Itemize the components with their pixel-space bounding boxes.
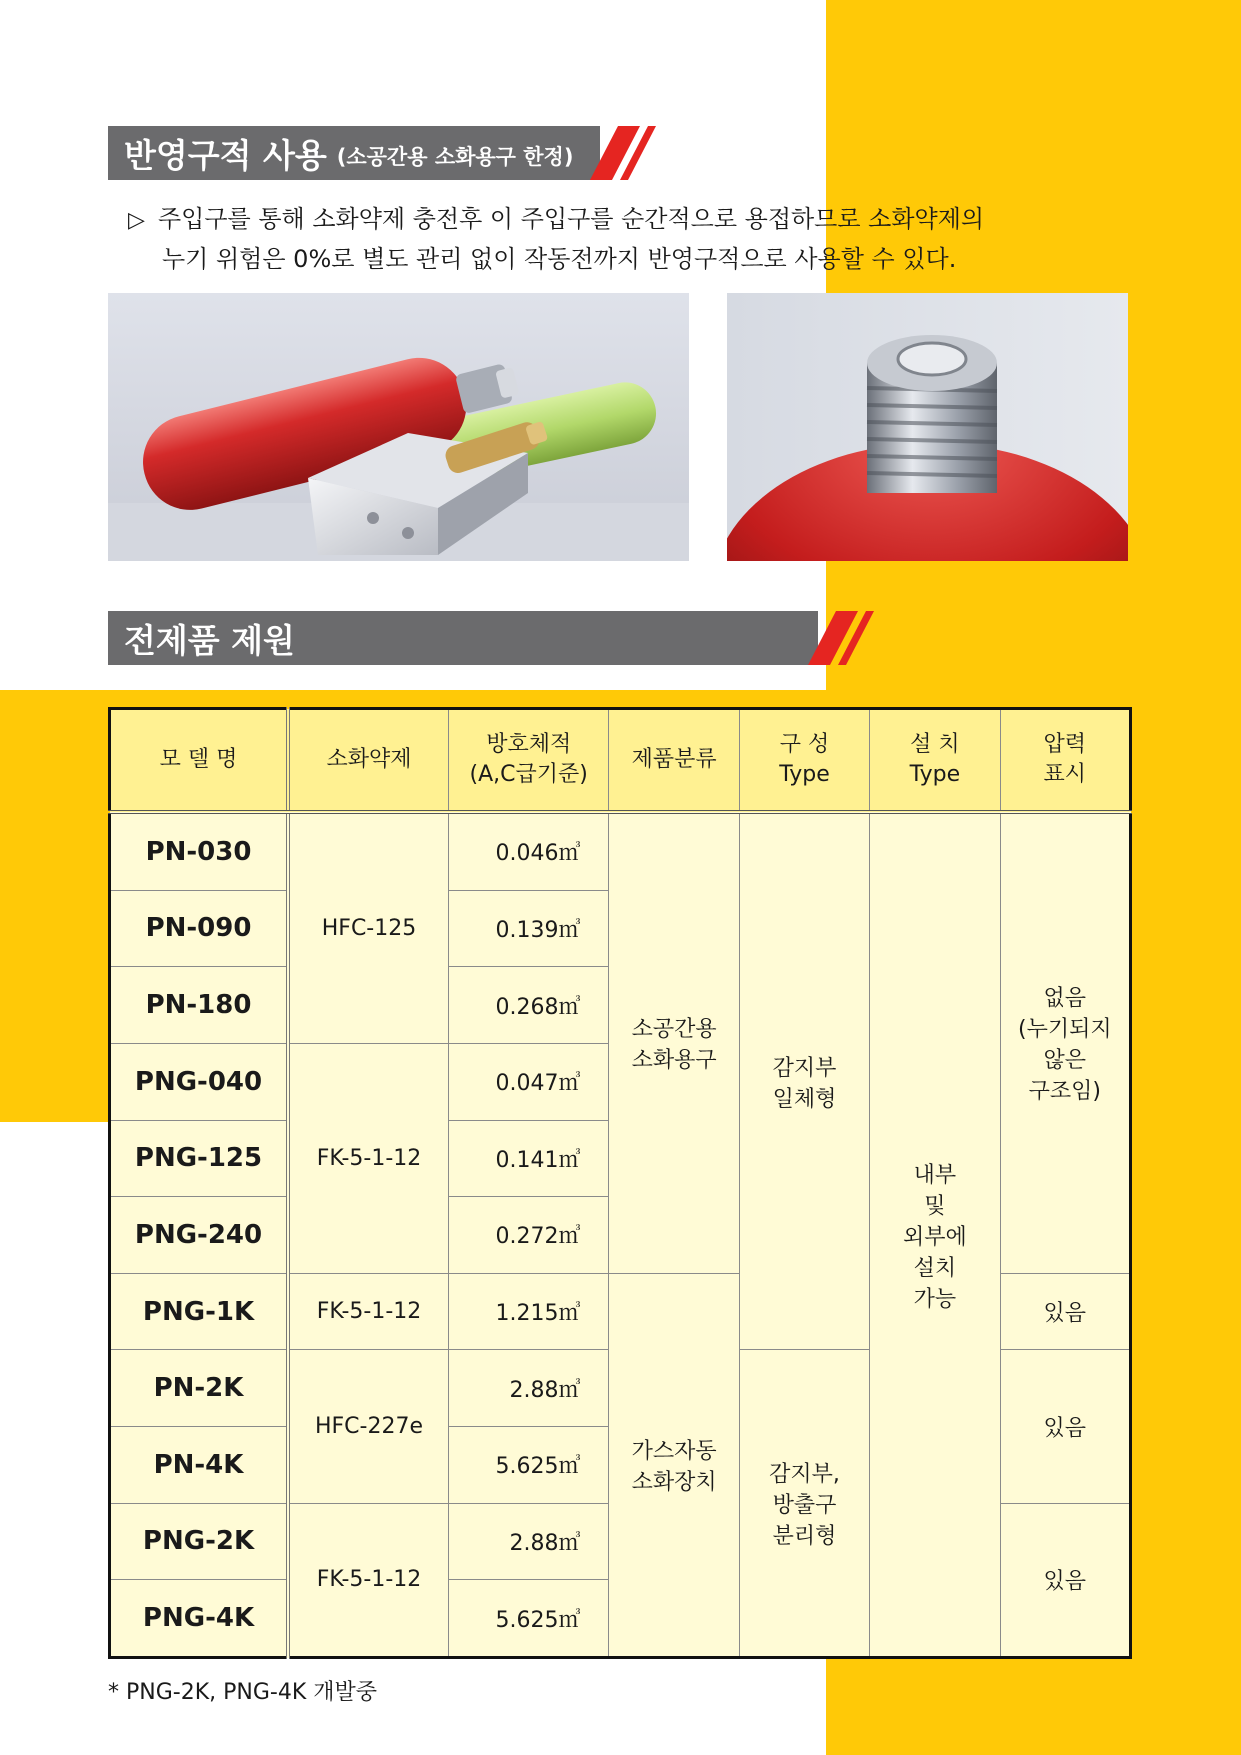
pressure-cell: 있음: [1000, 1350, 1130, 1503]
description-line-1: 주입구를 통해 소화약제 충전후 이 주입구를 순간적으로 용접하므로 소화약제의: [158, 205, 985, 233]
red-stripe-decoration: [808, 611, 878, 665]
model-cell: PN-4K: [110, 1427, 289, 1504]
table-row: [110, 812, 1131, 890]
volume-cell: 0.272㎥: [448, 1197, 608, 1274]
model-cell: PN-180: [110, 967, 289, 1044]
volume-cell: 0.268㎥: [448, 967, 608, 1044]
pressure-cell: 없음 (누기되지 않은 구조임): [1000, 812, 1130, 1273]
footnote: * PNG-2K, PNG-4K 개발중: [108, 1680, 377, 1705]
section-title: 전제품 제원: [124, 620, 295, 660]
red-stripe-decoration: [590, 126, 660, 180]
category-cell: 가스자동 소화장치: [609, 1273, 739, 1657]
volume-cell: 0.139㎥: [448, 890, 608, 967]
agent-cell: HFC-227e: [288, 1350, 448, 1503]
table-header-row: [110, 709, 1131, 813]
section-header-permanent-use: [108, 126, 600, 180]
pressure-cell: 있음: [1000, 1273, 1130, 1350]
product-photo-cylinders: [108, 293, 689, 561]
model-cell: PN-2K: [110, 1350, 289, 1427]
section-title: 반영구적 사용: [124, 135, 327, 175]
model-cell: PNG-4K: [110, 1580, 289, 1658]
description: [128, 200, 1048, 278]
pressure-cell: 있음: [1000, 1503, 1130, 1657]
category-cell: 소공간용 소화용구: [609, 812, 739, 1273]
specification-table: [108, 707, 1132, 1659]
volume-cell: 0.141㎥: [448, 1120, 608, 1197]
model-cell: PNG-040: [110, 1043, 289, 1120]
model-cell: PN-090: [110, 890, 289, 967]
model-cell: PNG-240: [110, 1197, 289, 1274]
volume-cell: 2.88㎥: [448, 1503, 608, 1580]
volume-cell: 0.046㎥: [448, 812, 608, 890]
config-cell: 감지부, 방출구 분리형: [739, 1350, 869, 1658]
column-header-pressure: 압력 표시: [1000, 709, 1130, 813]
model-cell: PNG-2K: [110, 1503, 289, 1580]
product-photo-closeup: [727, 293, 1128, 561]
column-header-volume: 방호체적 (A,C급기준): [448, 709, 608, 813]
volume-cell: 1.215㎥: [448, 1273, 608, 1350]
column-header-category: 제품분류: [609, 709, 739, 813]
agent-cell: FK-5-1-12: [288, 1043, 448, 1273]
column-header-agent: 소화약제: [288, 709, 448, 813]
volume-cell: 5.625㎥: [448, 1427, 608, 1504]
volume-cell: 2.88㎥: [448, 1350, 608, 1427]
model-cell: PNG-1K: [110, 1273, 289, 1350]
triangle-bullet-icon: ▷: [128, 208, 145, 233]
config-cell: 감지부 일체형: [739, 812, 869, 1350]
description-line-2: 누기 위험은 0%로 별도 관리 없이 작동전까지 반영구적으로 사용할 수 있다.: [162, 245, 957, 273]
install-cell: 내부 및 외부에 설치 가능: [870, 812, 1000, 1658]
column-header-model: 모 델 명: [110, 709, 289, 813]
agent-cell: FK-5-1-12: [288, 1503, 448, 1657]
column-header-install: 설 치 Type: [870, 709, 1000, 813]
agent-cell: FK-5-1-12: [288, 1273, 448, 1350]
volume-cell: 0.047㎥: [448, 1043, 608, 1120]
model-cell: PN-030: [110, 812, 289, 890]
column-header-config: 구 성 Type: [739, 709, 869, 813]
agent-cell: HFC-125: [288, 812, 448, 1043]
section-header-specifications: [108, 611, 818, 665]
section-subtitle: (소공간용 소화용구 한정): [336, 145, 574, 169]
model-cell: PNG-125: [110, 1120, 289, 1197]
volume-cell: 5.625㎥: [448, 1580, 608, 1658]
